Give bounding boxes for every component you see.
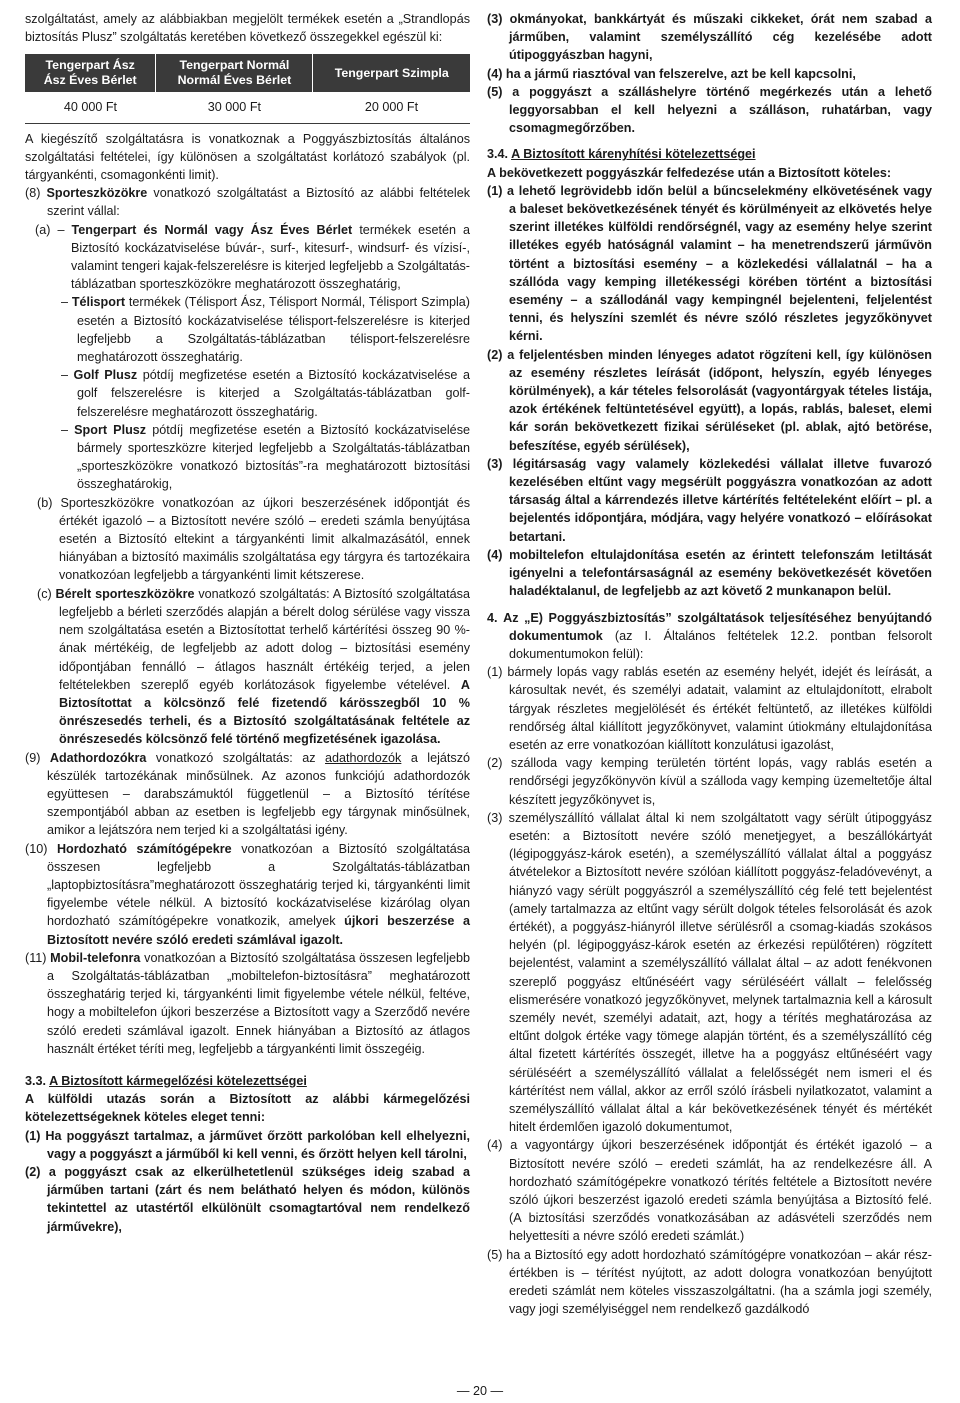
- spacer: [487, 137, 932, 145]
- section-8-c-bold2: A Biztosítottat a kölcsönző felé fizetendő kárösszegből 10 % önrészesedés terheli, és a Biztosító szolgáltatásának feltétele az önrészesedés kölcsönző felé történő megfizetésének igazolása.: [59, 677, 470, 747]
- section-34-num: 3.4.: [487, 147, 509, 162]
- section-8-a-text: termékek esetén a Biztosító kockázatviselése búvár-, surf-, kitesurf-, windsurf- és vízisí-, valamint tengeri kajak-felszerelésre is kiterjed legfeljebb a Szolgáltatás-táblázatban sporteszközökre meghatározott összeghatárig,: [71, 222, 471, 292]
- section-8-text: vonatkozó szolgáltatást a Biztosító az alábbi feltételek szerint vállal:: [47, 186, 471, 219]
- section-34-intro: A bekövetkezett poggyászkár felfedezése után a Biztosított köteles:: [487, 165, 892, 180]
- section-4-num: 4.: [487, 610, 498, 625]
- section-33-item-1: (1) Ha poggyászt tartalmaz, a járművet őrzött parkolóban kell elhelyezni, vagy a poggyászt a járműből ki kell venni, és őrzött helyen kell tárolni,: [25, 1128, 470, 1161]
- mitigation-item-1: (1) a lehető legrövidebb időn belül a bűncselekmény elkövetésének vagy a baleset bekövetkezésének tényét és körülményeit az elkövetés helye szerint illetékes külföldi rendőrségnél, vagy az esemény helye szerint illetékes egyéb hatóságnál valamint – ha menetrendszerű járművön történt a biztosítási esemény – a közlekedési vállalatnál – ha a szállóda vagy kemping illetékességi körében történt a biztosítási esemény – a szállodánál vagy kempingnél bejelenteni, feljelentést tenni, és helyszíni szemlét és névre szóló részletes jegyzőkönyvet kérni.: [487, 183, 932, 344]
- section-10-text: vonatkozóan a Biztosító szolgáltatása összesen legfeljebb a Szolgáltatás-táblázatban „laptopbiztosításra”meghatározott összeghatárig terjed ki, tárgyankénti limit figyelembe vétele nélkül. A biztosító kockázatviselése kizárólag olyan hordozható számítógépekre vonatkozik, amelyek: [47, 841, 471, 929]
- section-8-dash-1-bold: Télisport: [71, 295, 126, 310]
- section-8-a-bold: Tengerpart és Normál vagy Ász Éves Bérlet: [71, 222, 353, 237]
- section-11: [25, 949, 470, 1058]
- spacer: [25, 1058, 470, 1072]
- section-10-bold: Hordozható számítógépekre: [56, 841, 232, 856]
- section-33-num: 3.3.: [25, 1073, 47, 1088]
- section-11-bold: Mobil-telefonra: [50, 950, 141, 965]
- supplement-paragraph: A kiegészítő szolgáltatásra is vonatkoznak a Poggyászbiztosítás általános szolgáltatási feltételei, így különösen a szolgáltatást korlátozó szabályok (pl. tárgyankénti, csomagonkénti limit).: [25, 131, 470, 183]
- mitigation-item-3: (3) légitársaság vagy valamely közlekedési vállalat illetve fuvarozó kezelésében eltűnt vagy megsérült poggyászra vonatkozóan az adott társaság által a kárrendezés illetve kártérítés feltételeként előírt – pl. a bejelentés időpontjára, módjára, vagy helyére vonatkozó – előírásokat betartani.: [487, 456, 932, 544]
- section-10-num: (10): [25, 841, 48, 856]
- tier-header-normal: [156, 54, 313, 92]
- section-8-b: [37, 494, 470, 585]
- prevention-item-3: (3) okmányokat, bankkártyát és műszaki cikkeket, órát nem szabad a járműben, valamint személyszállító cég kezelésébe adott útipoggyászban hagyni,: [487, 12, 932, 63]
- section-8-dash-1: [49, 293, 470, 366]
- left-column: [25, 10, 470, 1236]
- right-column: [487, 10, 932, 1318]
- section-8-dash-2: [49, 366, 470, 421]
- section-8-dash-1-text: termékek (Télisport Ász, Télisport Normál, Télisport Szimpla) esetén a Biztosító kockázatviselése télisport-felszerelésre is kiterjed legfeljebb a Szolgáltatás-táblázatban télisport-felszerelésre meghatározott összeghatárig.: [77, 295, 470, 365]
- tier-value-asz: 40 000 Ft: [25, 92, 156, 123]
- section-34-title: A Biztosított kárenyhítési kötelezettségei: [511, 147, 756, 162]
- mitigation-item-2: (2) a feljelentésben minden lényeges adatot rögzíteni kell, így különösen az esemény részletes leírását (időpont, helyszín, egyéb lényeges körülmények), a kár tételes felsorolását (vagyontárgyak tételes listája, azok értékének feltüntetésével együtt), a lopás, rablás, baleset, elemi kár során bekövetkezett fizikai sérüléseket (pl. ablak, ajtó betörése, befeszítése, egyéb sérülések),: [487, 347, 932, 453]
- section-33-title: A Biztosított kármegelőzési kötelezettségei: [49, 1073, 307, 1088]
- document-item-5: (5) ha a Biztosító egy adott hordozható számítógépre vonatkozóan – akár rész-értékben is – térítést nyújtott, az adott dologra vonatkozóan benyújtott eredeti számlát nem köteles visszaszolgáltatni. (ha a számla jogi személy, vagy jogi személyiséggel nem rendelkező gazdálkodó: [487, 1247, 932, 1317]
- section-9: [25, 749, 470, 840]
- section-34-heading: [487, 145, 932, 163]
- section-8: [25, 184, 470, 220]
- section-8-num: (8): [25, 186, 41, 201]
- intro-paragraph: szolgáltatást, amely az alábbiakban megjelölt termékek esetén a „Strandlopás biztosítás Plusz” szolgáltatás keretében következő összegekkel egészül ki:: [25, 12, 470, 45]
- tier-header-szimpla-text: Tengerpart Szimpla: [334, 65, 449, 80]
- section-4-tail: (az I. Általános feltételek 12.2. pontban felsorolt dokumentumokon felül):: [509, 628, 932, 661]
- tier-amount-table: [25, 54, 470, 123]
- mitigation-item-4: (4) mobiltelefon eltulajdonítása esetén az érintett telefonszám letiltását igényelni a telefontársaságnál az esemény bekövetkezését követően haladéktalanul, de legfeljebb az azt követő 2 munkanapon belül.: [487, 547, 932, 599]
- tier-header-asz-text: Tengerpart Ász Ász Éves Bérlet: [43, 58, 137, 88]
- section-9-text2: a lejátszó készülék tartozékának minősülnek. Az azonos funkciójú adathordozók együttesen – darabszámuktól függetlenül – a Biztosító térítése szempontjából abban az esetben is legfeljebb egy tárgynak minősülnek, amikor a lejátszóra nem terjed ki a szolgáltatási igény.: [47, 750, 470, 838]
- section-8-dash-3-bold: Sport Plusz: [74, 422, 147, 437]
- section-8-c-text: vonatkozó szolgáltatás: A Biztosító szolgáltatása legfeljebb a bérleti szerződés alapján a bérelt dolog sérülése vagy vissza nem szolgáltatása esetén a Biztosítottat terhelő kártérítési összeg 90 %-ának mértékéig, de legfeljebb az adott dolog – biztosítási esemény időpontjában fennálló – átlagos használt értékéig terjed, a jelen feltételekben szereplő egyéb korlátozások figyelembe vételével.: [59, 586, 470, 692]
- section-8-dash-2-text: pótdíj megfizetése esetén a Biztosító kockázatviselése a golf felszerelésre is kiterjed a Szolgáltatás-táblázatban golf-felszerelésre meghatározott összeghatárig.: [77, 368, 470, 419]
- section-9-link: adathordozók: [325, 750, 402, 765]
- tier-value-szimpla: 20 000 Ft: [313, 92, 470, 123]
- section-8-c-bold: Bérelt sporteszközökre: [55, 586, 195, 601]
- dash-3: –: [61, 422, 75, 437]
- section-8-dash-3-text: pótdíj megfizetése esetén a Biztosító kockázatviselése bármely sporteszközre kiterjed legfeljebb a Szolgáltatás-táblázatban „sporteszközökre vonatkozó biztosítás”-ra meghatározott biztosítási összeghatárokig,: [77, 422, 470, 492]
- section-8-c: [37, 585, 470, 749]
- section-8-b-text: Sporteszközökre vonatkozóan az újkori beszerzésének időpontját és értékét igazoló – a Biztosított nevére szóló – eredeti számla benyújtása esetén a Biztosító eltekint a tárgyankénti limit alkalmazásától, ennek hiányában a biztosító maximális szolgáltatása egy tárgyra és tartozékaira vonatkozóan legfeljebb a tárgyankénti limit kétszerese.: [59, 495, 471, 583]
- section-8-a-label: (a) –: [35, 222, 65, 237]
- tier-header-szimpla: [313, 54, 470, 92]
- document-item-4: (4) a vagyontárgy újkori beszerzésének időpontját és értékét igazoló – a Biztosított nevére szóló – eredeti számlát, ha az rendelkezésre áll. A hordozható számítógépekre vonatkozó térítés feltétele a Biztosított nevére szóló újkori beszerzést igazoló eredeti számla benyújtása a Biztosító felé. (A biztosítási szerződés vonatkozásában az adásvételi szerződés nem helyettesíti a névre szóló eredeti számlát.): [487, 1138, 932, 1244]
- page-number: — 20 —: [456, 1384, 504, 1398]
- section-8-dash-2-bold: Golf Plusz: [73, 368, 138, 383]
- dash-2: –: [61, 368, 74, 383]
- section-11-num: (11): [25, 950, 47, 965]
- section-4-heading: [487, 609, 932, 664]
- spacer: [487, 601, 932, 609]
- document-item-1: (1) bármely lopás vagy rablás esetén az esemény helyét, idejét és leírását, a károsultak nevét, és személyi adatait, valamint az eltulajdonított, elrabolt tárgyak részletes megjelölését és értékét feltüntető, az illetékes külföldi rendőrség által kiállított jegyzőkönyvet, valamint útiokmány eltulajdonítása esetén az erre vonatkozóan kiállított konzulátusi igazolást,: [487, 665, 932, 752]
- section-8-a: [35, 221, 470, 294]
- section-10: [25, 840, 470, 949]
- section-8-dash-3: [49, 421, 470, 494]
- section-33-intro: A külföldi utazás során a Biztosított az alábbi kármegelőzési kötelezettségeknek köteles eleget tenni:: [25, 1092, 470, 1125]
- section-8-b-label: (b): [37, 495, 53, 510]
- document-item-3: (3) személyszállító vállalat által ki nem szolgáltatott vagy sérült útipoggyász esetén: a Biztosított nevére szóló menetjegyet, a beszállókártyát (légipoggyász-károk esetén), a személyszállító vállalat által a poggyász átvételekor a Biztosított nevére szólóan kiállított poggyász-feladóvevényt, a hiányzó vagy sérült poggyászról a személyszállító cég felé tett bejelentést (amely tartalmazza az eltűnt vagy sérült dolgok tételes felsorolását és azok értékét), a poggyász-hiányról illetve sérülésről a csomag-kiadás szokásos helyén (pl. légipoggyász-károk esetén az érkezési repülőtéren) rögzített bejelentést, valamint a személyszállító vállalat által – az adott fenékvonen szereplő poggyász eltűnéséért vagy sérüléséért vállalt – felelősség elismerésére vonatkozó jegyzőkönyvet, melynek tartalmaznia kell a károsult személy nevét, személyi adatait, azt, hogy a térítés meghatározása az eltűnt dolgok értéke vagy tömege alapján történt, és a személyszállító cég által fizetett kártérítés összegét, illetve ha a poggyász eltűnéséért vagy sérüléséért a személyszállító vállalat a felelősségét nem ismeri el és kártérítést nem vállal, akkor az erről szóló írásbeli nyilatkozatot, valamint a személyszállító vállalat által a kár bekövetkezésének tényét és mértékét hitelt érdemlően igazoló dokumentumot,: [487, 810, 932, 1135]
- dash-1: –: [61, 295, 72, 310]
- section-4-title: Az „E) Poggyászbiztosítás” szolgáltatások teljesítéséhez benyújtandó dokumentumok: [503, 610, 933, 643]
- section-8-c-label: (c): [37, 586, 52, 601]
- tier-header-asz: [25, 54, 156, 92]
- document-item-2: (2) szálloda vagy kemping területén történt lopás, vagy rablás esetén a rendőrségi jegyzőkönyvön kívül a szálloda vagy kemping üzemeltetője által készített jegyzőkönyvet is,: [487, 756, 932, 807]
- tier-value-normal: 30 000 Ft: [156, 92, 313, 123]
- section-33-heading: [25, 1072, 470, 1090]
- section-11-text: vonatkozóan a Biztosító szolgáltatása összesen legfeljebb a Szolgáltatás-táblázatban „mobiltelefon-biztosításra” meghatározott összeghatárig terjed ki, tárgyankénti limit figyelembe vétele nélkül, feltéve, hogy a mobiltelefon újkori beszerzése a Biztosított vagy a Szerződő nevére szóló eredeti számlával igazolt. Ennek hiányában a Biztosító az átlagos használt értéket téríti meg, legfeljebb a tárgyankénti limit összegéig.: [47, 950, 470, 1056]
- prevention-item-5: (5) a poggyászt a szálláshelyre történő megérkezés után a lehető leggyorsabban el kell helyezni a szálláson, ruhatárban, vagy csomagmegőrzőben.: [487, 84, 932, 136]
- prevention-item-4: (4) ha a jármű riasztóval van felszerelve, azt be kell kapcsolni,: [487, 66, 856, 81]
- tier-header-normal-text: Tengerpart Normál Normál Éves Bérlet: [177, 58, 292, 88]
- section-33-item-2: (2) a poggyászt csak az elkerülhetetlenül szükséges ideig szabad a járműben tartani (zárt és nem belátható helyen és módon, különös tekintettel az utastértől elkülönült csomagtartóval nem rendelkező járművekre),: [25, 1164, 470, 1234]
- section-9-num: (9): [25, 750, 41, 765]
- section-10-bold2: újkori beszerzése a Biztosított nevére szóló eredeti számlával igazolt.: [47, 914, 470, 947]
- section-9-bold: Adathordozókra: [49, 750, 147, 765]
- section-8-bold: Sporteszközökre: [46, 186, 148, 201]
- section-9-text1: vonatkozó szolgáltatás: az: [155, 750, 316, 765]
